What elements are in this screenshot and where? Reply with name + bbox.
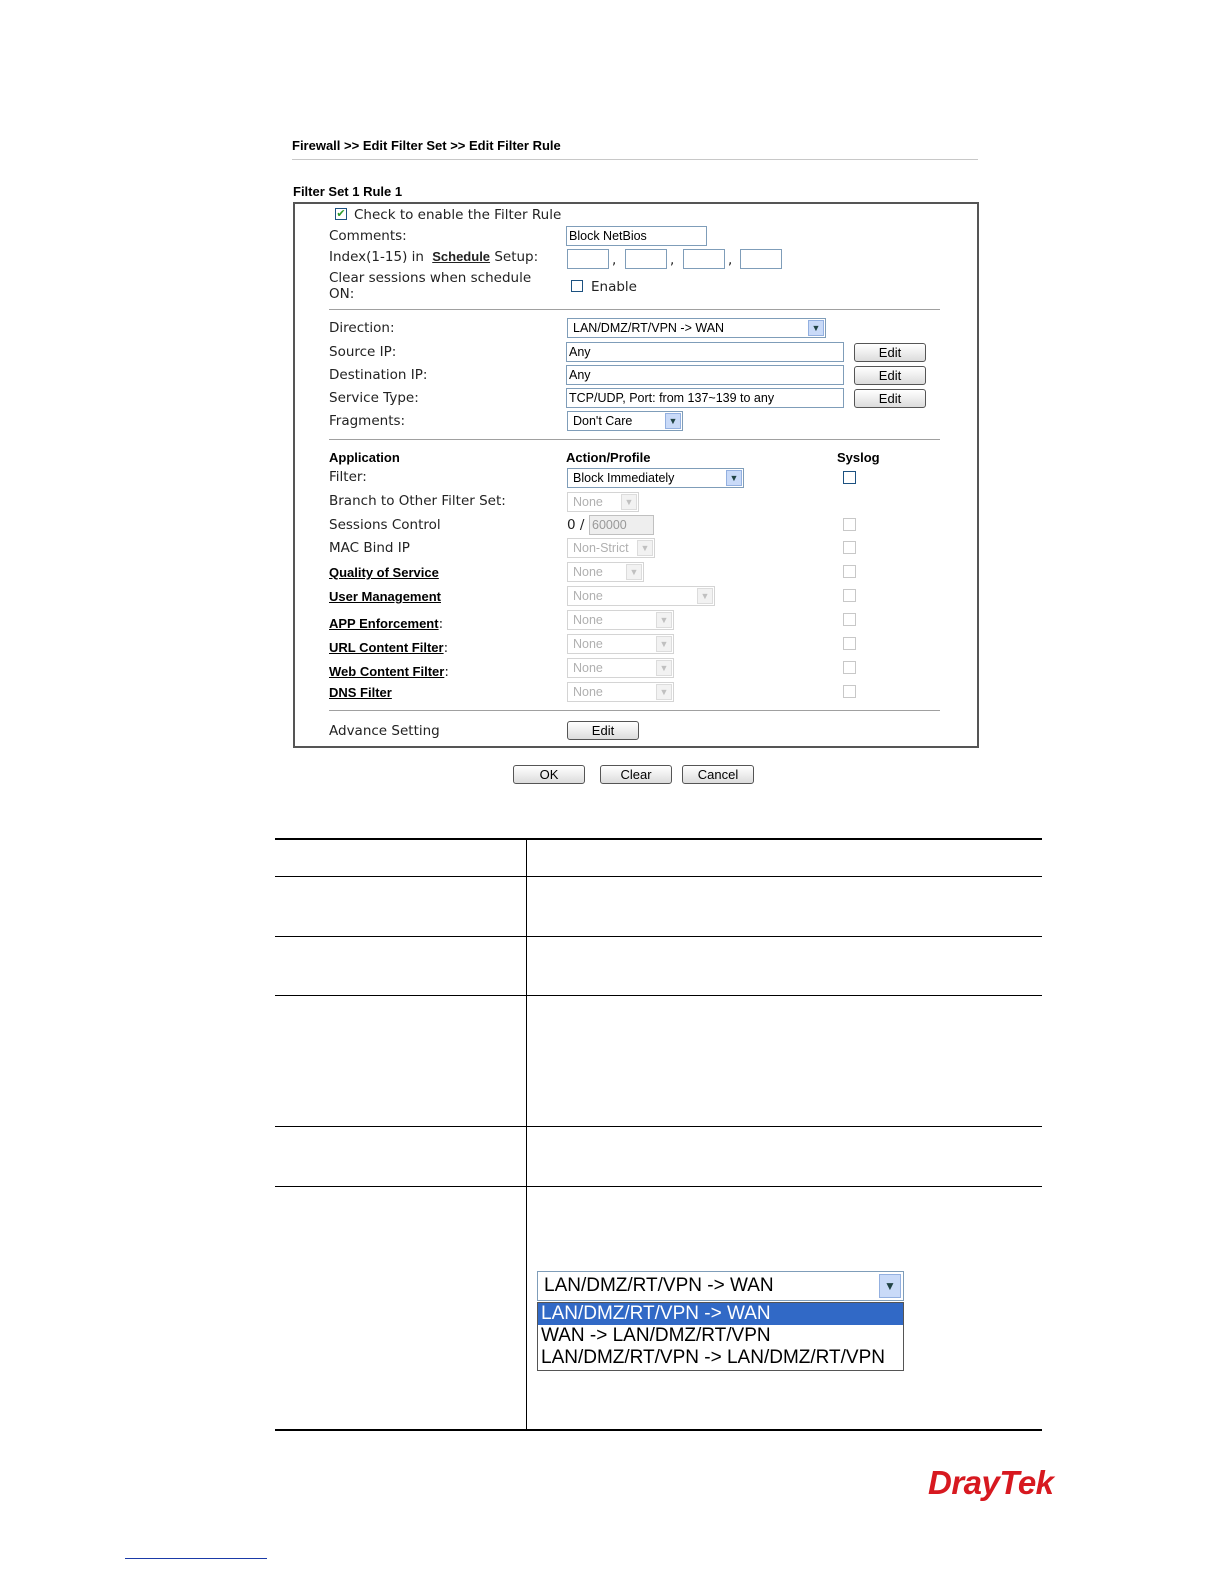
app-enforcement-link[interactable]: APP Enforcement — [329, 616, 439, 631]
web-syslog-checkbox[interactable] — [843, 661, 856, 674]
chevron-down-icon: ▼ — [656, 660, 672, 676]
table-row-border — [275, 1126, 1042, 1127]
table-column-divider — [526, 840, 527, 1430]
direction-dropdown-selected: LAN/DMZ/RT/VPN -> WAN — [544, 1275, 774, 1296]
chevron-down-icon: ▼ — [726, 470, 742, 486]
service-type-edit-button[interactable]: Edit — [854, 389, 926, 408]
mac-bind-value: Non-Strict — [573, 541, 629, 555]
footer-line — [125, 1558, 267, 1559]
clear-button[interactable]: Clear — [600, 765, 672, 784]
url-filter-select[interactable] — [567, 634, 674, 654]
destination-ip-label: Destination IP: — [329, 367, 428, 383]
table-header-border — [275, 876, 1042, 877]
direction-dropdown-list — [537, 1302, 904, 1371]
branch-label: Branch to Other Filter Set: — [329, 493, 506, 509]
service-type-label: Service Type: — [329, 390, 419, 406]
index-label — [329, 249, 538, 265]
ok-button[interactable]: OK — [513, 765, 585, 784]
url-filter-value: None — [573, 637, 603, 651]
comments-label: Comments: — [329, 228, 407, 244]
table-bottom-border — [275, 1429, 1042, 1431]
user-management-link[interactable]: User Management — [329, 589, 441, 604]
advance-setting-edit-button[interactable]: Edit — [567, 721, 639, 740]
url-syslog-checkbox[interactable] — [843, 637, 856, 650]
source-ip-edit-button[interactable]: Edit — [854, 343, 926, 362]
colon: : — [438, 616, 444, 632]
chevron-down-icon: ▼ — [808, 320, 824, 336]
index-label-suffix: Setup: — [494, 249, 539, 265]
clear-sessions-enable-label: Enable — [591, 279, 637, 295]
mac-syslog-checkbox[interactable] — [843, 541, 856, 554]
clear-sessions-label: Clear sessions when schedule — [329, 270, 532, 286]
service-type-field[interactable]: TCP/UDP, Port: from 137~139 to any — [566, 388, 844, 408]
sessions-control-label: Sessions Control — [329, 517, 441, 533]
column-action-profile: Action/Profile — [566, 450, 651, 465]
dns-syslog-checkbox[interactable] — [843, 685, 856, 698]
schedule-index-3[interactable] — [683, 249, 725, 269]
user-syslog-checkbox[interactable] — [843, 589, 856, 602]
sessions-limit-input[interactable]: 60000 — [589, 515, 654, 535]
fragments-label: Fragments: — [329, 413, 406, 429]
dns-filter-select[interactable] — [567, 682, 674, 702]
web-filter-link[interactable]: Web Content Filter — [329, 664, 445, 679]
page-title: Filter Set 1 Rule 1 — [293, 184, 403, 199]
source-ip-field[interactable]: Any — [566, 342, 844, 362]
direction-option[interactable]: WAN -> LAN/DMZ/RT/VPN — [541, 1325, 771, 1346]
mac-bind-label: MAC Bind IP — [329, 540, 410, 556]
direction-dropdown-select[interactable] — [537, 1271, 904, 1301]
enable-rule-checkbox[interactable]: ✔ — [336, 207, 346, 220]
direction-option[interactable]: LAN/DMZ/RT/VPN -> WAN — [538, 1303, 903, 1325]
dns-filter-value: None — [573, 685, 603, 699]
destination-ip-edit-button[interactable]: Edit — [854, 366, 926, 385]
user-management-value: None — [573, 589, 603, 603]
chevron-down-icon: ▼ — [697, 588, 713, 604]
schedule-index-4[interactable] — [740, 249, 782, 269]
qos-select[interactable] — [567, 562, 644, 582]
branch-value: None — [573, 495, 603, 509]
colon: : — [443, 640, 449, 656]
filter-syslog-checkbox[interactable] — [843, 471, 856, 484]
url-filter-label — [329, 637, 448, 656]
web-filter-value: None — [573, 661, 603, 675]
schedule-link[interactable]: Schedule — [432, 249, 491, 264]
url-filter-link[interactable]: URL Content Filter — [329, 640, 444, 655]
column-syslog: Syslog — [837, 450, 880, 465]
sessions-count: 0 / — [567, 517, 585, 533]
cancel-button[interactable]: Cancel — [682, 765, 754, 784]
chevron-down-icon: ▼ — [665, 413, 681, 429]
table-row-border — [275, 936, 1042, 937]
chevron-down-icon: ▼ — [656, 684, 672, 700]
section-divider — [329, 439, 940, 440]
chevron-down-icon: ▼ — [656, 636, 672, 652]
fragments-select[interactable] — [567, 411, 683, 431]
user-management-select[interactable] — [567, 586, 715, 606]
comma-sep: , — [612, 252, 617, 268]
enable-rule-label: Check to enable the Filter Rule — [354, 207, 562, 223]
chevron-down-icon: ▼ — [656, 612, 672, 628]
direction-label: Direction: — [329, 320, 395, 336]
qos-link[interactable]: Quality of Service — [329, 565, 439, 580]
column-application: Application — [329, 450, 400, 465]
draytek-logo: DrayTek — [928, 1464, 1054, 1501]
comments-input[interactable]: Block NetBios — [566, 226, 707, 246]
advance-setting-label: Advance Setting — [329, 723, 440, 739]
dns-filter-link[interactable]: DNS Filter — [329, 685, 392, 700]
comma-sep: , — [670, 252, 675, 268]
breadcrumb-divider — [292, 159, 978, 160]
destination-ip-field[interactable]: Any — [566, 365, 844, 385]
app-enforcement-select[interactable] — [567, 610, 674, 630]
filter-action-select[interactable] — [567, 468, 744, 488]
app-syslog-checkbox[interactable] — [843, 613, 856, 626]
table-top-border — [275, 838, 1042, 840]
comma-sep: , — [728, 252, 733, 268]
clear-sessions-checkbox[interactable] — [571, 280, 583, 292]
web-filter-label — [329, 661, 449, 680]
schedule-index-2[interactable] — [625, 249, 667, 269]
direction-select[interactable] — [567, 318, 826, 338]
qos-value: None — [573, 565, 603, 579]
colon: : — [444, 664, 449, 680]
clear-sessions-label-2: ON: — [329, 286, 355, 302]
chevron-down-icon: ▼ — [626, 564, 642, 580]
table-row-border — [275, 995, 1042, 996]
section-divider — [329, 309, 940, 310]
app-enforcement-value: None — [573, 613, 603, 627]
schedule-index-1[interactable] — [567, 249, 609, 269]
filter-label: Filter: — [329, 469, 367, 485]
qos-syslog-checkbox[interactable] — [843, 565, 856, 578]
source-ip-label: Source IP: — [329, 344, 397, 360]
section-divider — [329, 710, 940, 711]
sessions-syslog-checkbox[interactable] — [843, 518, 856, 531]
mac-bind-select[interactable] — [567, 538, 655, 558]
web-filter-select[interactable] — [567, 658, 674, 678]
direction-option[interactable]: LAN/DMZ/RT/VPN -> LAN/DMZ/RT/VPN — [541, 1347, 885, 1368]
chevron-down-icon: ▼ — [621, 494, 637, 510]
branch-select[interactable] — [567, 492, 639, 512]
filter-action-value: Block Immediately — [573, 471, 675, 485]
fragments-value: Don't Care — [573, 414, 633, 428]
chevron-down-icon: ▼ — [637, 540, 653, 556]
chevron-down-icon: ▼ — [879, 1274, 901, 1298]
direction-dropdown-expanded[interactable] — [537, 1271, 904, 1371]
app-enforcement-label — [329, 613, 443, 632]
table-row-border — [275, 1186, 1042, 1187]
index-label-prefix: Index(1-15) in — [329, 249, 424, 265]
breadcrumb: Firewall >> Edit Filter Set >> Edit Filter Rule — [292, 138, 561, 153]
direction-value: LAN/DMZ/RT/VPN -> WAN — [573, 321, 725, 335]
